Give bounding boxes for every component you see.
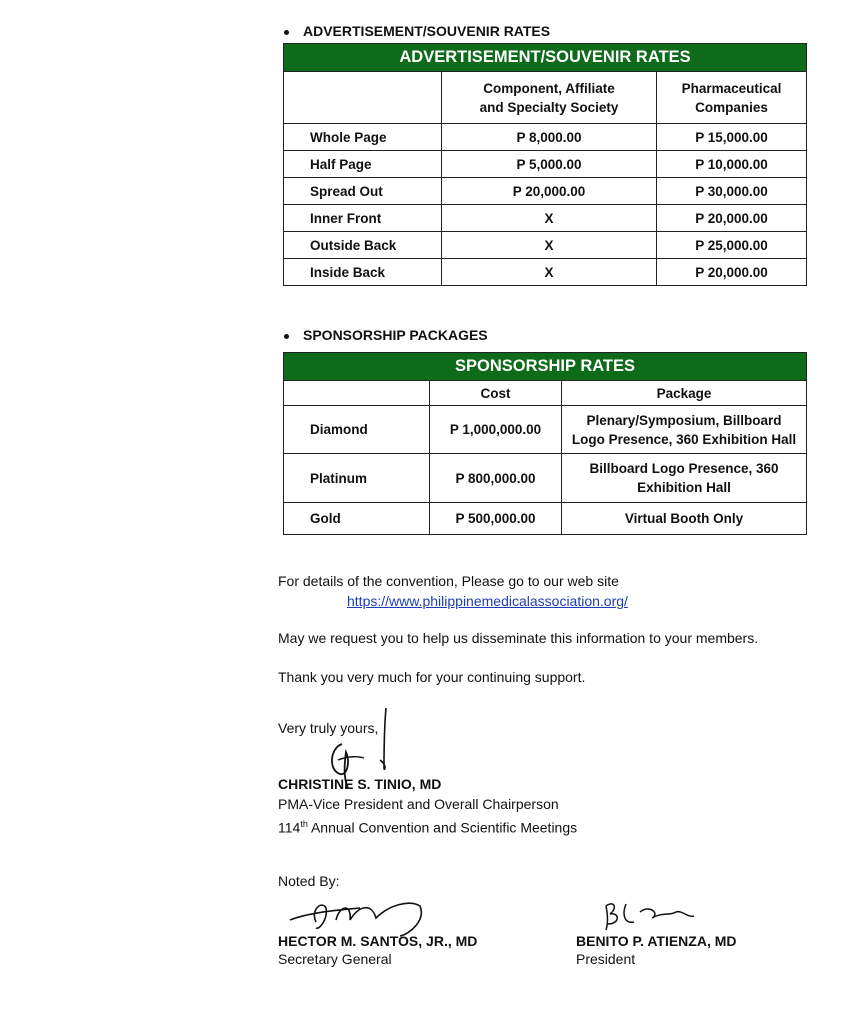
table-row (284, 205, 807, 232)
santos-name: HECTOR M. SANTOS, JR., MD (278, 933, 478, 949)
row-label: Outside Back (284, 232, 442, 259)
tier-package: Plenary/Symposium, Billboard Logo Presence, 360 Exhibition Hall (562, 406, 807, 454)
empty-header-cell (284, 72, 442, 124)
atienza-name: BENITO P. ATIENZA, MD (576, 933, 737, 949)
details-line: For details of the convention, Please go to our web site (278, 573, 619, 589)
event-number: 114 (278, 819, 301, 836)
ads-bullet-label: ADVERTISEMENT/SOUVENIR RATES (303, 23, 551, 39)
signature-atienza (600, 894, 700, 934)
bullet-dot (284, 334, 289, 339)
table-row (284, 406, 807, 454)
col-header-pharma: Pharmaceutical Companies (657, 72, 807, 124)
closing-line: Very truly yours, (278, 720, 379, 736)
pharma-price: P 20,000.00 (657, 205, 807, 232)
component-price: P 5,000.00 (442, 151, 657, 178)
table-row (284, 124, 807, 151)
atienza-title: President (576, 951, 636, 967)
col-header-package: Package (562, 381, 807, 406)
col-header-component: Component, Affiliate and Specialty Society (442, 72, 657, 124)
noted-by-label: Noted By: (278, 873, 340, 889)
table-row (284, 503, 807, 535)
table-row (284, 232, 807, 259)
tier-cost: P 500,000.00 (430, 503, 562, 535)
pharma-price: P 25,000.00 (657, 232, 807, 259)
component-price: P 8,000.00 (442, 124, 657, 151)
pharma-price: P 20,000.00 (657, 259, 807, 286)
pharma-price: P 15,000.00 (657, 124, 807, 151)
sponsor-bullet-label: SPONSORSHIP PACKAGES (303, 327, 488, 343)
event-rest: Annual Convention and Scientific Meetings (307, 819, 578, 836)
tier-cost: P 1,000,000.00 (430, 406, 562, 454)
sponsor-table-title: SPONSORSHIP RATES (284, 353, 807, 381)
pharma-price: P 30,000.00 (657, 178, 807, 205)
component-price: X (442, 205, 657, 232)
tier-label: Gold (284, 503, 430, 535)
tier-label: Diamond (284, 406, 430, 454)
website-link[interactable]: https://www.philippinemedicalassociation.org/ (347, 593, 628, 609)
col-header-cost: Cost (430, 381, 562, 406)
table-row (284, 178, 807, 205)
table-row (284, 454, 807, 503)
empty-header-cell (284, 381, 430, 406)
signatory-title: PMA-Vice President and Overall Chairperson (278, 796, 559, 812)
sponsorship-rates-table (283, 352, 807, 535)
ads-table-title: ADVERTISEMENT/SOUVENIR RATES (284, 44, 807, 72)
table-row (284, 151, 807, 178)
row-label: Half Page (284, 151, 442, 178)
row-label: Whole Page (284, 124, 442, 151)
thanks-line: Thank you very much for your continuing support. (278, 669, 586, 685)
table-row (284, 259, 807, 286)
signatory-name: CHRISTINE S. TINIO, MD (278, 776, 442, 792)
row-label: Inner Front (284, 205, 442, 232)
santos-title: Secretary General (278, 951, 392, 967)
event-line (278, 814, 577, 838)
request-line: May we request you to help us disseminate this information to your members. (278, 630, 759, 646)
tier-package: Virtual Booth Only (562, 503, 807, 535)
tier-cost: P 800,000.00 (430, 454, 562, 503)
event-suffix: th (300, 819, 308, 829)
tier-label: Platinum (284, 454, 430, 503)
component-price: P 20,000.00 (442, 178, 657, 205)
ads-rates-table (283, 43, 807, 286)
pharma-price: P 10,000.00 (657, 151, 807, 178)
component-price: X (442, 232, 657, 259)
tier-package: Billboard Logo Presence, 360 Exhibition Hall (562, 454, 807, 503)
row-label: Inside Back (284, 259, 442, 286)
component-price: X (442, 259, 657, 286)
bullet-dot (284, 30, 289, 35)
row-label: Spread Out (284, 178, 442, 205)
